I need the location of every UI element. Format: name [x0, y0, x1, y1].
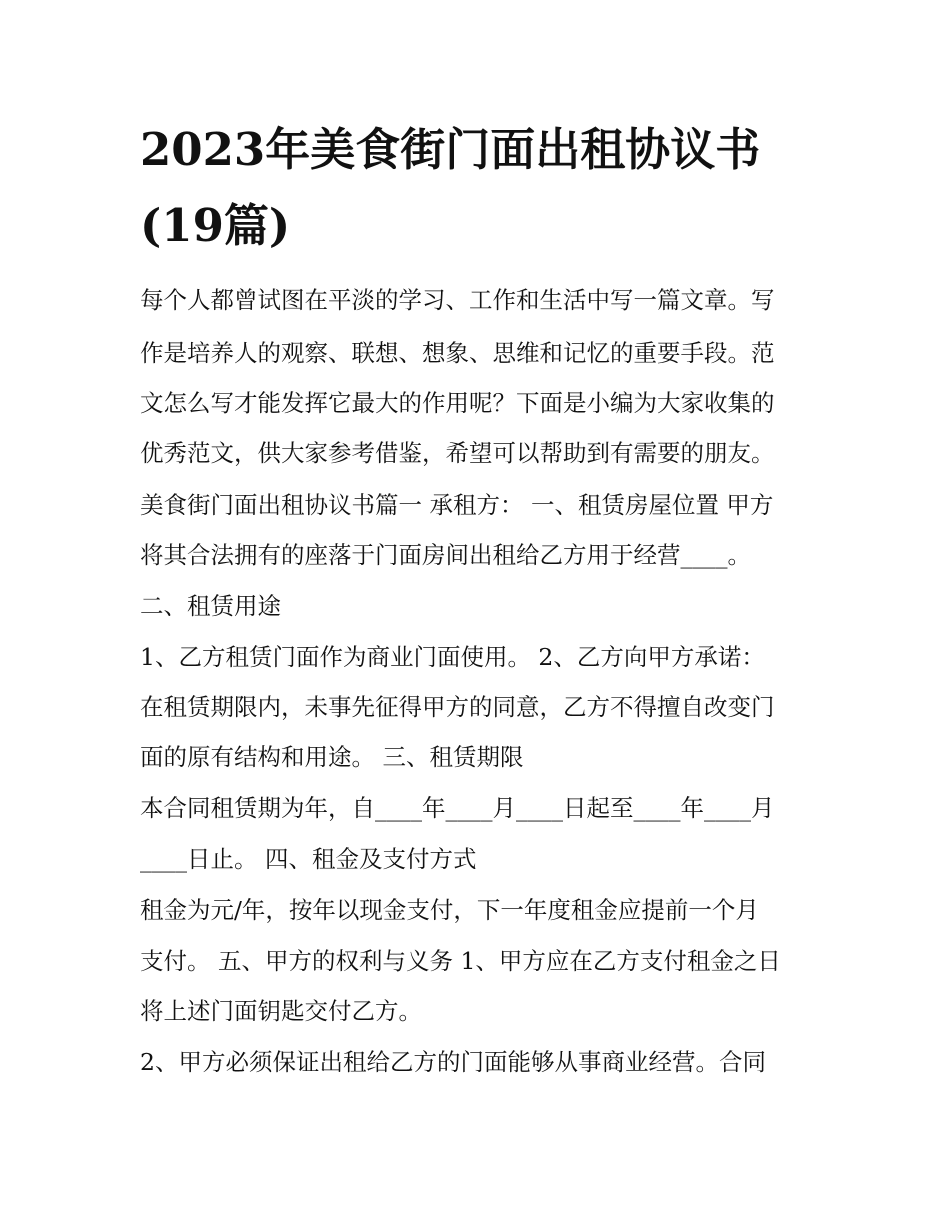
body-line: 本合同租赁期为年，自____年____月____日起至____年____月 — [140, 794, 775, 822]
body-line: 1、乙方租赁门面作为商业门面使用。 2、乙方向甲方承诺： — [140, 643, 765, 671]
document-title: 2023年美食街门面出租协议书 (19篇) — [140, 123, 761, 252]
body-line: 将上述门面钥匙交付乙方。 — [140, 997, 422, 1025]
body-line: 优秀范文，供大家参考借鉴，希望可以帮助到有需要的朋友。 — [140, 439, 775, 467]
body-line: 将其合法拥有的座落于门面房间出租给乙方用于经营____。 — [140, 541, 751, 569]
body-line: 2、甲方必须保证出租给乙方的门面能够从事商业经营。合同 — [140, 1048, 766, 1076]
body-line: 美食街门面出租协议书篇一 承租方： 一、租赁房屋位置 甲方 — [140, 491, 774, 519]
body-line: 面的原有结构和用途。 三、租赁期限 — [140, 743, 524, 771]
body-line: 在租赁期限内，未事先征得甲方的同意，乙方不得擅自改变门 — [140, 693, 775, 721]
body-line: 租金为元/年，按年以现金支付，下一年度租金应提前一个月 — [140, 896, 759, 924]
body-line: 文怎么写才能发挥它最大的作用呢？下面是小编为大家收集的 — [140, 389, 775, 417]
body-line: 支付。 五、甲方的权利与义务 1、甲方应在乙方支付租金之日 — [140, 947, 781, 975]
body-line: 作是培养人的观察、联想、想象、思维和记忆的重要手段。范 — [140, 339, 775, 367]
body-line: 每个人都曾试图在平淡的学习、工作和生活中写一篇文章。写 — [140, 286, 775, 314]
body-line: ____日止。 四、租金及支付方式 — [140, 845, 477, 873]
body-line: 二、租赁用途 — [140, 592, 281, 620]
